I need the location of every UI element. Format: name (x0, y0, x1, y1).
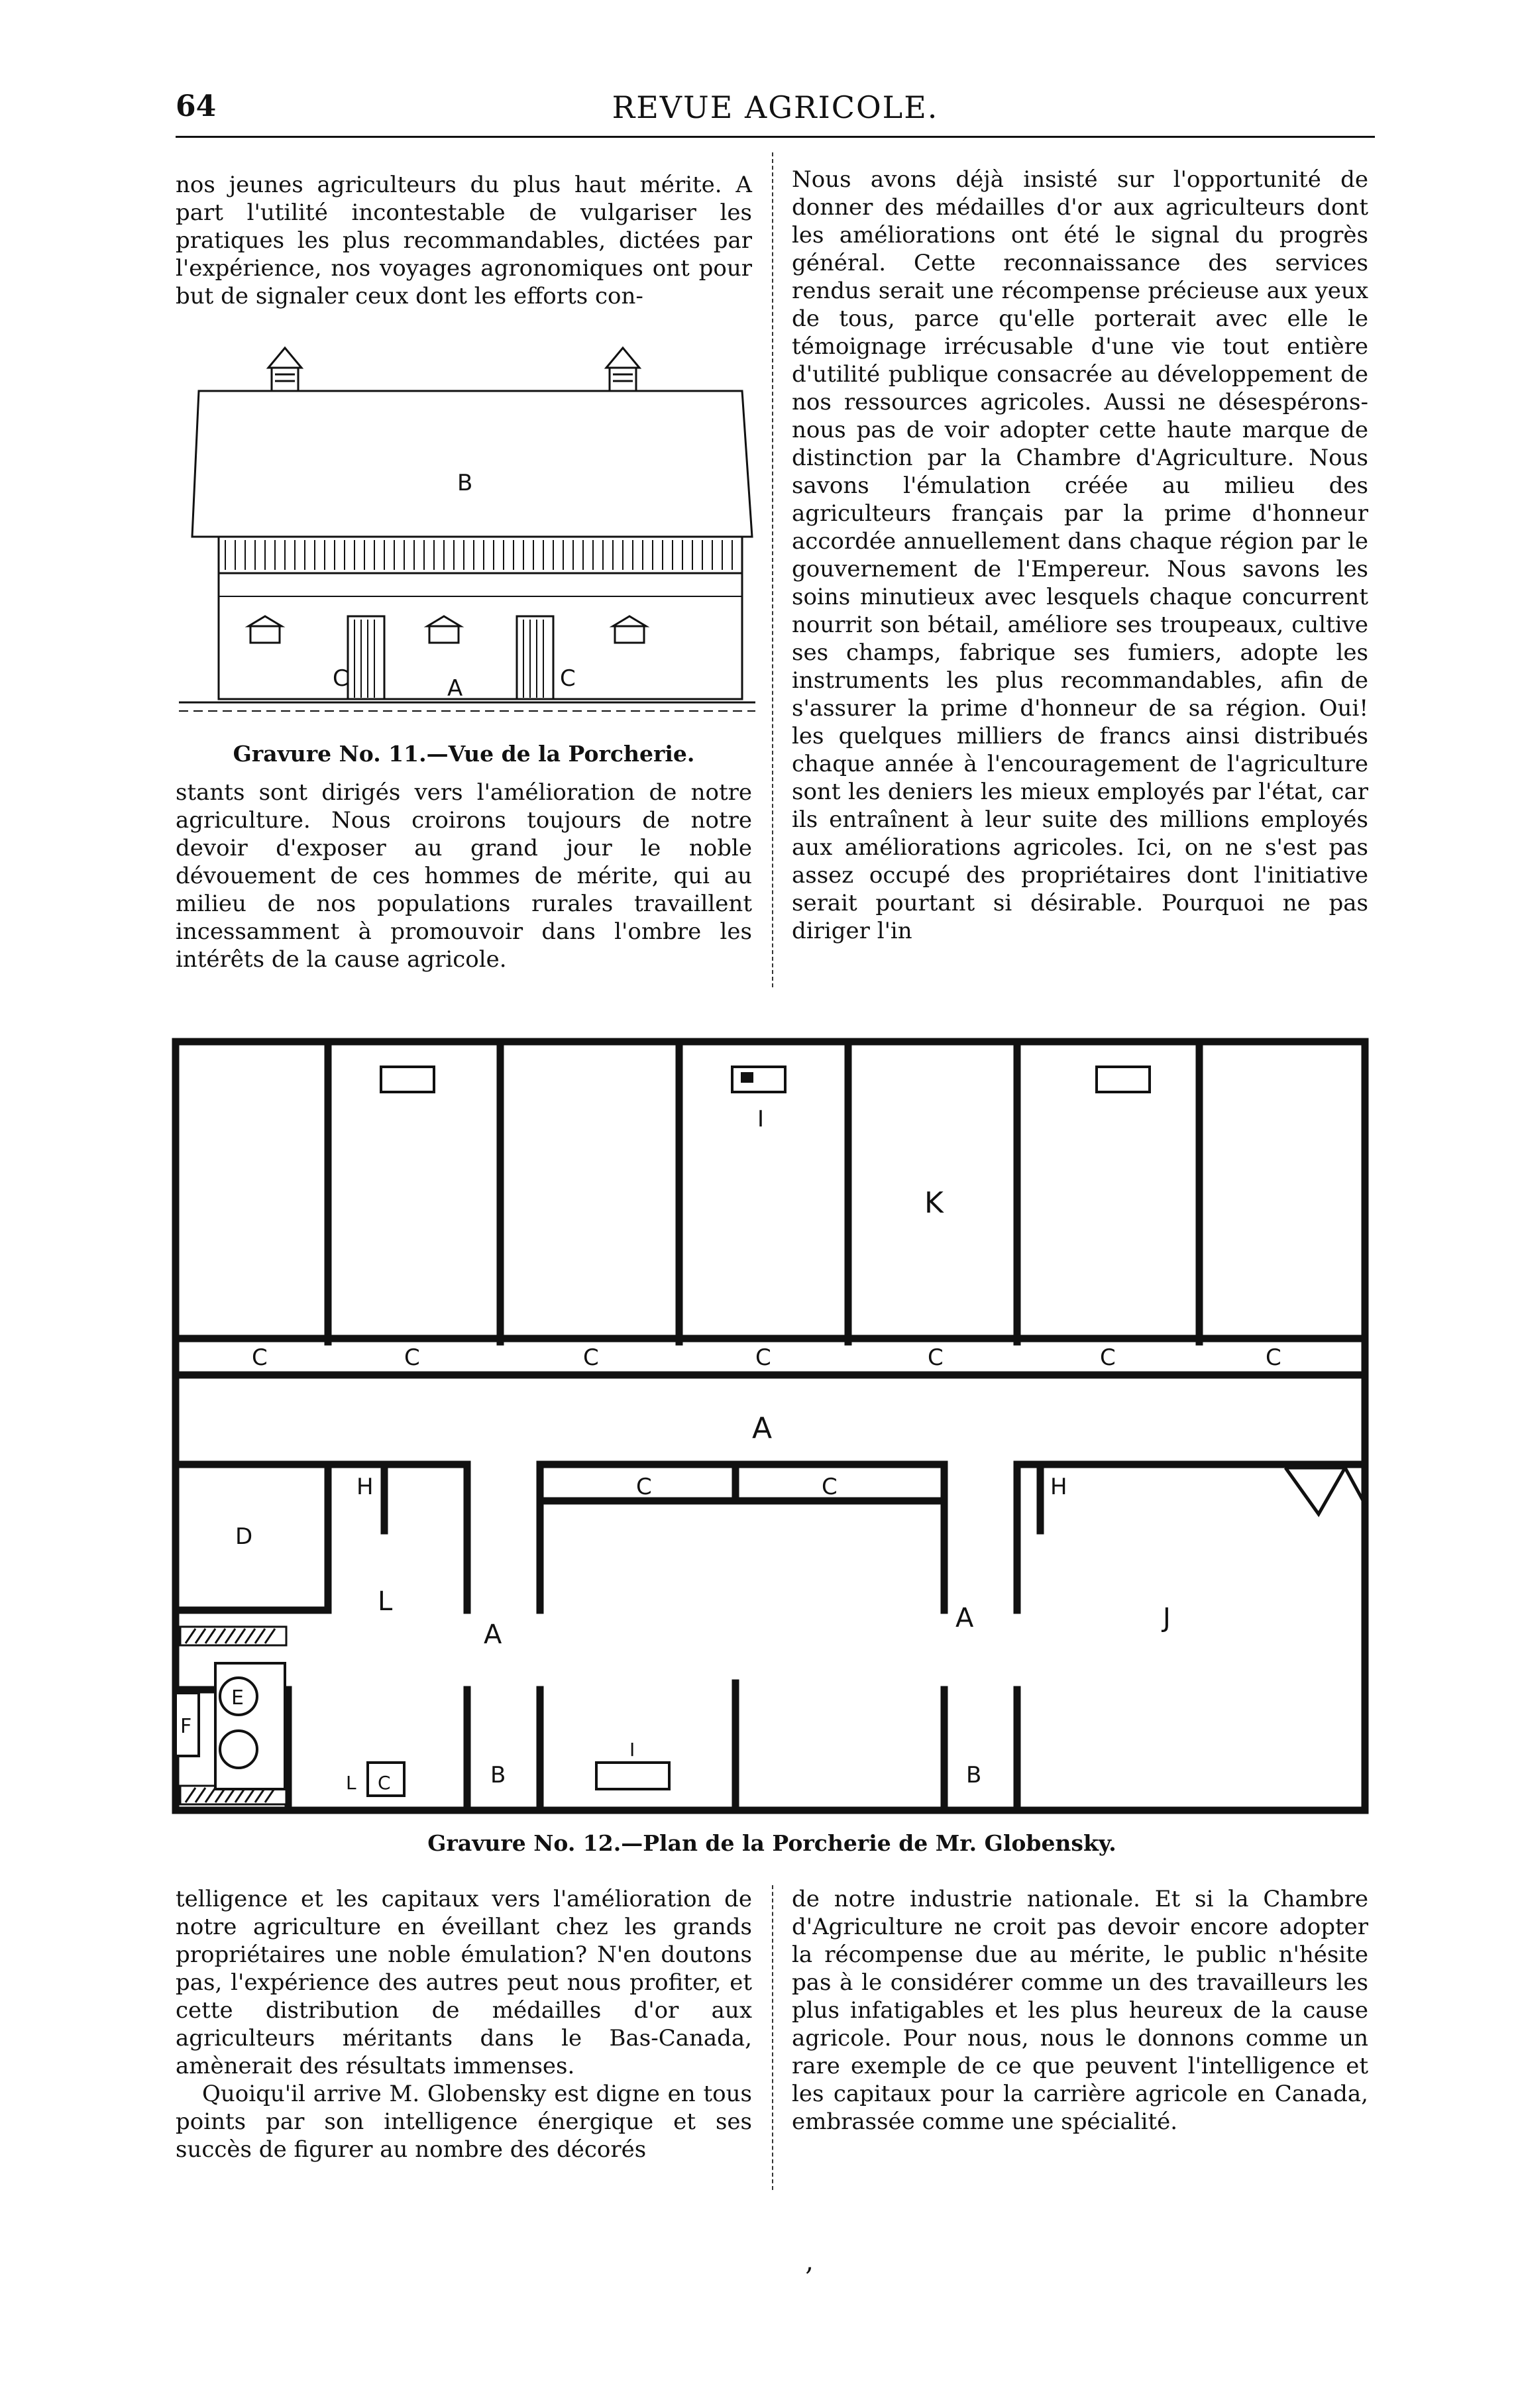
fig12-label-c-5: C (928, 1344, 944, 1371)
fig12-label-a-right: A (955, 1603, 974, 1633)
figure-11-piggery-view (179, 335, 762, 732)
fig12-label-f: F (180, 1715, 192, 1738)
figure-12-caption: Gravure No. 12.—Plan de la Porcherie de Mr. Globensky. (427, 1830, 1116, 1856)
stray-print-mark: ‚ (805, 2246, 814, 2277)
column-divider-top (772, 152, 773, 987)
fig12-label-l-bottom: L (346, 1772, 356, 1794)
figure-11-caption: Gravure No. 11.—Vue de la Porcherie. (233, 741, 695, 767)
paragraph: stants sont dirigés vers l'amélioration de notre agriculture. Nous croirons toujours de notre devoir d'exposer au grand jour le noble dévouement de ces hommes de mérite, qui au milieu de nos populations rurales travaillent incessamment à promouvoir dans l'ombre les intérêts de la cause agricole. (176, 779, 752, 973)
fig12-label-c-3: C (583, 1344, 599, 1371)
page-number: 64 (176, 89, 217, 123)
fig12-label-c-mid-right: C (822, 1474, 838, 1500)
fig11-label-b: B (457, 470, 473, 496)
fig12-label-h-left: H (356, 1474, 374, 1500)
fig12-label-a-left: A (484, 1619, 502, 1650)
fig12-label-j: J (1163, 1603, 1171, 1633)
bottom-right-column (792, 1885, 1368, 2136)
fig12-label-c-6: C (1100, 1344, 1116, 1371)
piggery-floor-plan-drawing (166, 1027, 1378, 1822)
fig12-label-c-7: C (1266, 1344, 1281, 1371)
fig12-label-c-4: C (755, 1344, 771, 1371)
running-head (176, 89, 1375, 129)
left-column-after-figure (176, 779, 752, 973)
left-column-top (176, 171, 752, 310)
header-rule (176, 136, 1375, 138)
fig12-label-a-main: A (752, 1411, 773, 1445)
piggery-elevation-drawing (179, 335, 762, 732)
fig12-label-l: L (378, 1586, 393, 1617)
fig11-label-a: A (447, 675, 463, 702)
fig12-label-d: D (235, 1523, 253, 1550)
fig12-label-b-right: B (966, 1762, 982, 1788)
fig11-label-c-left: C (333, 665, 349, 692)
fig12-label-e: E (231, 1686, 244, 1710)
fig11-label-c-right: C (560, 665, 576, 692)
fig12-label-k: K (924, 1186, 944, 1220)
paragraph: telligence et les capitaux vers l'amélioration de notre agriculture en éveillant chez les grands propriétaires une noble émulation? N'en doutons pas, l'expérience des autres peut nous profiter, et cette distribution de médailles d'or aux agriculteurs méritants dans le Bas-Canada, amènerait des résultats immenses. (176, 1886, 752, 2079)
journal-title: REVUE AGRICOLE. (612, 89, 939, 125)
fig12-label-i-top: I (757, 1106, 765, 1132)
figure-12-floor-plan (166, 1027, 1378, 1822)
paragraph: Quoiqu'il arrive M. Globensky est digne en tous points par son intelligence énergique et ses succès de figurer au nombre des décorés (176, 2081, 752, 2163)
paragraph: Nous avons déjà insisté sur l'opportunité de donner des médailles d'or aux agriculteurs dont les améliorations ont été le signal du progrès général. Cette reconnaissance des services rendus serait une récompense précieuse aux yeux de tous, parce qu'elle porterait avec elle le témoignage irrécusable d'une vie tout entière d'utilité publique consacrée au développement de nos ressources agricoles. Aussi ne désespérons-nous pas de voir adopter cette haute marque de distinction par la Chambre d'Agriculture. Nous savons l'émulation créée au milieu des agriculteurs français par la prime d'honneur accordée annuellement dans chaque région par le gouvernement de l'Empereur. Nous savons les soins minutieux avec lesquels chaque concurrent nourrit son bétail, améliore ses troupeaux, cultive ses champs, fabrique ses fumiers, adopte les instruments les plus recommandables, afin de s'assurer la prime d'honneur de sa région. Oui! les quelques milliers de francs ainsi distribués chaque année à l'encouragement de l'agriculture sont les deniers les mieux employés par l'état, car ils entraînent à leur suite des millions employés aux améliorations agricoles. Ici, on ne s'est pas assez occupé des propriétaires dont l'initiative serait pourtant si désirable. Pourquoi ne pas diriger l'in (792, 166, 1368, 944)
paragraph: de notre industrie nationale. Et si la Chambre d'Agriculture ne croit pas devoir encore adopter la récompense due au mérite, le public n'hésite pas à le considérer comme un des travailleurs les plus infatigables et les plus heureux de la cause agricole. Pour nous, nous le donnons comme un rare exemple de ce que peuvent l'intelligence et les capitaux pour la carrière agricole en Canada, embrassée comme une spécialité. (792, 1886, 1368, 2135)
fig12-label-c-mid-left: C (636, 1474, 652, 1500)
fig12-label-c-1: C (252, 1344, 268, 1371)
paragraph: nos jeunes agriculteurs du plus haut mérite. A part l'utilité incontestable de vulgariser les pratiques les plus recommandables, dictées par l'expérience, nos voyages agronomiques ont pour but de signaler ceux dont les efforts con- (176, 172, 752, 309)
fig12-label-i-bottom: I (629, 1739, 635, 1761)
fig12-label-c-2: C (404, 1344, 420, 1371)
right-column-top (792, 166, 1368, 945)
column-divider-bottom (772, 1885, 773, 2190)
fig12-label-b-left: B (490, 1762, 506, 1788)
fig12-label-c-bottom: C (378, 1772, 391, 1794)
fig12-label-h-right: H (1050, 1474, 1067, 1500)
bottom-left-column (176, 1885, 752, 2163)
